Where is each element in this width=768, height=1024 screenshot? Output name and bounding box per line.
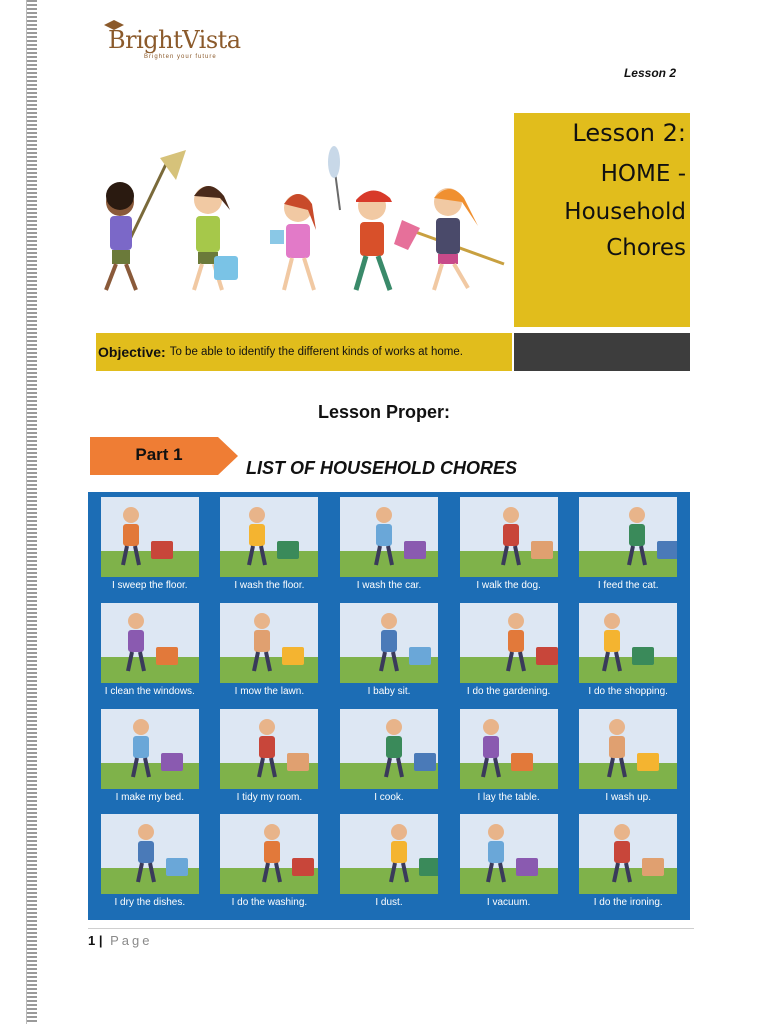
person-figure-icon [579,497,677,577]
chore-caption: I sweep the floor. [111,580,188,591]
child-broom-figure [106,150,186,290]
page-number: 1 | [88,933,103,948]
chore-illustration [579,709,677,789]
objective-bar [96,333,512,371]
chore-caption: I vacuum. [486,897,531,909]
person-figure-icon [340,603,438,683]
chore-caption: I feed the cat. [597,580,659,591]
chore-card [451,814,567,914]
chore-card [451,497,567,597]
person-figure-icon [340,814,438,894]
chore-caption: I dry the dishes. [114,897,186,909]
chore-caption: I lay the table. [477,791,540,803]
chore-caption: I baby sit. [367,685,411,697]
page-word: Page [110,933,153,948]
lesson-title-box [514,113,690,327]
person-figure-icon [460,603,558,683]
logo-word: BrightVista [108,26,241,54]
lesson-title-line3: Household [564,199,686,225]
chore-caption: I wash up. [605,791,651,803]
lesson-proper-heading: Lesson Proper: [317,402,451,422]
chore-illustration [220,709,318,789]
person-figure-icon [220,814,318,894]
chore-caption: I clean the windows. [104,685,195,697]
chore-card [331,814,447,914]
chore-caption: I do the gardening. [466,685,551,697]
chores-heading: LIST OF HOUSEHOLD CHORES [246,458,518,478]
person-figure-icon [460,709,558,789]
chore-caption: I do the washing. [231,897,308,909]
chore-card [92,814,208,914]
chore-caption: I mow the lawn. [234,685,305,697]
chore-card [212,709,328,809]
person-figure-icon [101,603,199,683]
chore-card [331,603,447,703]
lesson-title-line2: HOME - [600,161,686,187]
objective-label: Objective: [98,344,166,360]
chores-grid [88,492,690,920]
chore-illustration [340,497,438,577]
person-figure-icon [101,497,199,577]
logo-tagline: Brighten your future [144,54,217,60]
person-figure-icon [220,603,318,683]
person-figure-icon [101,709,199,789]
chore-caption: I make my bed. [115,791,184,803]
chore-card [331,497,447,597]
chore-illustration [460,709,558,789]
footer-divider [88,928,694,929]
person-figure-icon [220,709,318,789]
part-tag [90,437,238,475]
chore-illustration [220,497,318,577]
person-figure-icon [220,497,318,577]
person-figure-icon [340,709,438,789]
chore-card [570,603,686,703]
chore-card [212,603,328,703]
child-duster-figure [328,146,392,290]
chore-illustration [579,603,677,683]
chore-caption: I dust. [375,897,403,909]
chore-illustration [101,497,199,577]
child-bucket-figure [194,186,238,290]
person-figure-icon [460,497,558,577]
chore-illustration [579,497,677,577]
chore-caption: I do the shopping. [588,685,668,697]
chore-caption: I wash the car. [356,580,422,591]
person-figure-icon [101,814,199,894]
lesson-title-line1: Lesson 2: [572,119,686,147]
chore-illustration [220,814,318,894]
chore-card [570,497,686,597]
person-figure-icon [579,603,677,683]
chore-caption: I wash the floor. [234,580,305,591]
chore-illustration [101,709,199,789]
chore-illustration [579,814,677,894]
chore-card [92,497,208,597]
person-figure-icon [579,814,677,894]
person-figure-icon [460,814,558,894]
objective-dark-block [514,333,690,371]
chore-illustration [340,709,438,789]
chore-card [451,603,567,703]
chore-illustration [220,603,318,683]
chore-card [570,814,686,914]
brightvista-logo [104,24,244,64]
child-spray-figure [270,194,316,290]
chore-illustration [340,603,438,683]
child-mop-figure [394,188,504,290]
chore-card [331,709,447,809]
chore-card [92,603,208,703]
part-label: Part 1 [135,445,183,464]
chore-card [212,814,328,914]
chore-caption: I cook. [374,791,404,803]
chore-caption: I tidy my room. [236,791,303,803]
chore-caption: I walk the dog. [476,580,541,591]
person-figure-icon [340,497,438,577]
chore-illustration [460,814,558,894]
chore-card [570,709,686,809]
chore-card [451,709,567,809]
objective-text: To be able to identify the different kinds of works at home. [169,346,463,358]
binding-edge [26,0,37,1024]
header-lesson-tag: Lesson 2 [623,66,676,80]
chore-illustration [101,603,199,683]
chore-card [212,497,328,597]
person-figure-icon [579,709,677,789]
children-chores-illustration [90,140,510,310]
chore-illustration [460,603,558,683]
chore-illustration [340,814,438,894]
chore-card [92,709,208,809]
lesson-title-line4: Chores [606,235,686,261]
chore-illustration [101,814,199,894]
page-footer [88,933,152,948]
chore-illustration [460,497,558,577]
chore-caption: I do the ironing. [593,897,663,909]
